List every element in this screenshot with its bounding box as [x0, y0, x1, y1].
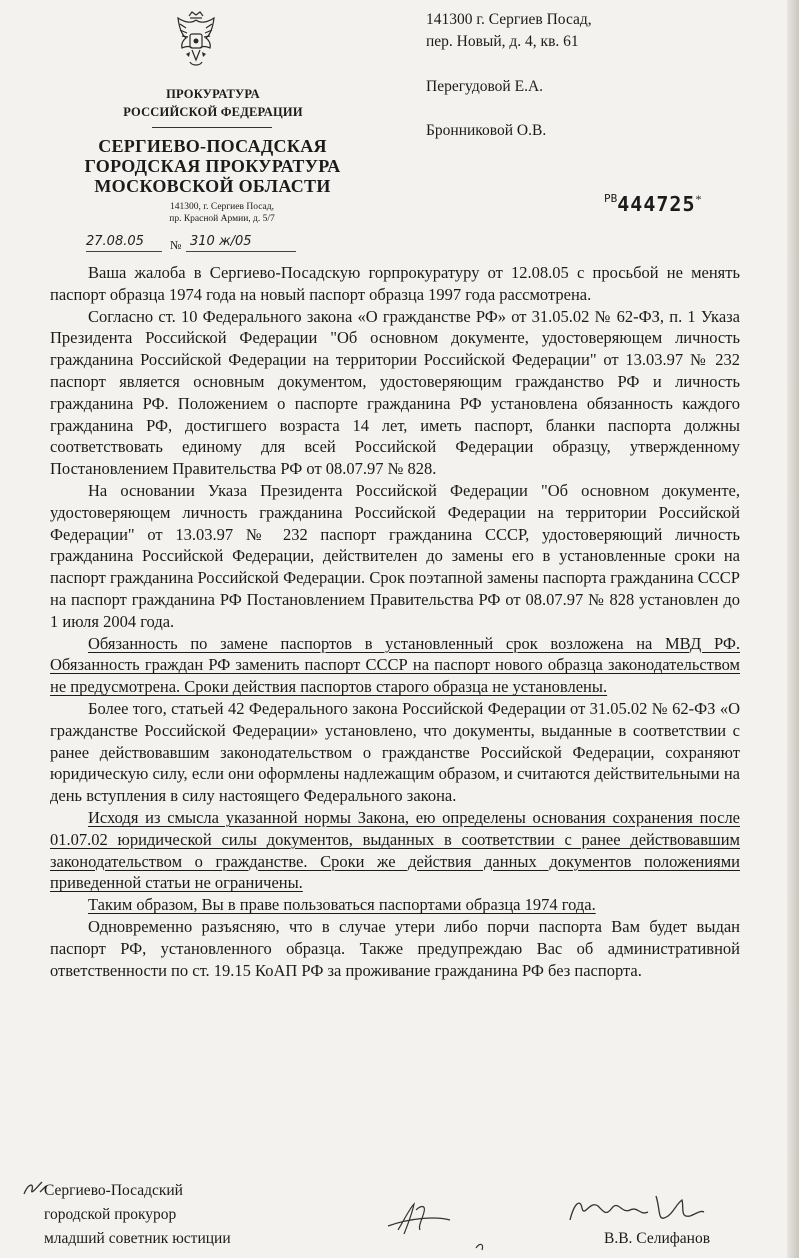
- serial-number: 444725: [617, 192, 696, 216]
- handwritten-signature-icon: [380, 1190, 500, 1256]
- letter-body: [50, 262, 740, 981]
- body-paragraph-5: Более того, статьей 42 Федерального закона Российской Федерации от 31.05.02 № 62-ФЗ «О гражданстве Российской Федерации» установлено, что документы, выданные в соответствии с ранее действовавшим законодательством о гражданстве Российской Федерации, сохраняют юридическую силу, если они оформлены надлежащим образом, и считаются действительными на день вступления в силу настоящего Федерального закона.: [50, 698, 740, 806]
- registration-number-label: №: [170, 238, 182, 252]
- sender-address-line2: пр. Красной Армии, д. 5/7: [169, 214, 275, 224]
- signature-flourish-icon: [560, 1190, 710, 1230]
- recipient-address-line2: пер. Новый, д. 4, кв. 61: [426, 33, 579, 50]
- recipient-name-2: Бронниковой О.В.: [426, 122, 547, 139]
- document-serial-number: [604, 192, 702, 216]
- registration-number: 310 ж/05: [190, 234, 252, 249]
- number-underline: [186, 251, 296, 252]
- body-paragraph-4-underlined: Обязанность по замене паспортов в установленный срок возложена на МВД РФ. Обязанность граждан РФ заменить паспорт СССР на паспорт нового образца законодательством не предусмотрена. Сроки действия паспортов старого образца не установлены.: [50, 633, 740, 697]
- body-paragraph-2: Согласно ст. 10 Федерального закона «О гражданстве РФ» от 31.05.02 № 62-ФЗ, п. 1 Указа Президента Российской Федерации "Об основном документе, удостоверяющем личность гражданина Российской Федерации на территории Российской Федерации" от 13.03.97 № 232 паспорт является основным документом, удостоверяющим гражданство РФ и личность гражданина РФ. Положением о паспорте гражданина РФ установлена обязанность каждого гражданина РФ, достигшего возраста 14 лет, иметь паспорт, бланки паспорта должны соответствовать единому для всей Российской Федерации образцу, утвержденному Постановлением Правительства РФ от 08.07.97 № 828.: [50, 306, 740, 479]
- date-underline: [86, 251, 162, 252]
- paper-edge-shadow: [787, 0, 799, 1258]
- russian-coat-of-arms-icon: [172, 10, 220, 70]
- body-paragraph-1: Ваша жалоба в Сергиево-Посадскую горпрокуратуру от 12.08.05 с просьбой не менять паспорт образца 1974 года на новый паспорт образца 1997 года рассмотрена.: [50, 263, 740, 304]
- body-paragraph-8: Одновременно разъясняю, что в случае утери либо порчи паспорта Вам будет выдан паспорт РФ, установленного образца. Также предупреждаю Вас об административной ответственности по ст. 19.15 КоАП РФ за проживание гражданина РФ без паспорта.: [50, 916, 740, 980]
- sender-address-line1: 141300, г. Сергиев Посад,: [170, 202, 274, 212]
- signer-name: В.В. Селифанов: [604, 1230, 711, 1247]
- serial-prefix: РВ: [604, 192, 618, 205]
- org-name-line2: РОССИЙСКОЙ ФЕДЕРАЦИИ: [123, 105, 303, 119]
- recipient-name-1: Перегудовой Е.А.: [426, 78, 544, 95]
- division-name-line1: СЕРГИЕВО-ПОСАДСКАЯ: [98, 136, 327, 156]
- division-name-line2: ГОРОДСКАЯ ПРОКУРАТУРА: [84, 156, 341, 176]
- serial-mark: *: [695, 192, 702, 206]
- body-paragraph-6-underlined: Исходя из смысла указанной нормы Закона, ею определены основания сохранения после 01.07.02 юридической силы документов, выданных в соответствии с ранее действовавшим законодательством о гражданстве. Сроки же действия данных документов положениями приведенной статьи не ограничены.: [50, 807, 740, 893]
- body-paragraph-7-underlined: Таким образом, Вы в праве пользоваться паспортами образца 1974 года.: [88, 895, 596, 915]
- registration-stamp: [86, 234, 316, 256]
- header-divider: [152, 127, 272, 128]
- division-name-line3: МОСКОВСКОЙ ОБЛАСТИ: [94, 176, 331, 196]
- recipient-address-line1: 141300 г. Сергиев Посад,: [426, 11, 592, 28]
- signer-title-line3: младший советник юстиции: [44, 1230, 231, 1247]
- registration-date: 27.08.05: [86, 234, 144, 249]
- signer-title-line1: Сергиево-Посадский: [44, 1182, 183, 1199]
- org-name-line1: ПРОКУРАТУРА: [166, 87, 260, 101]
- signer-title-line2: городской прокурор: [44, 1206, 177, 1223]
- body-paragraph-3: На основании Указа Президента Российской Федерации "Об основном документе, удостоверяющем личность гражданина Российской Федерации на территории Российской Федерации" от 13.03.97 № 232 паспорт гражданина СССР, удостоверяющий личность гражданина Российской Федерации, действителен до замены его в установленные сроки на паспорт гражданина Российской Федерации. Срок поэтапной замены паспорта гражданина СССР на паспорт гражданина РФ Постановлением Правительства РФ от 08.07.97 № 828 установлен до 1 июля 2004 года.: [50, 480, 740, 631]
